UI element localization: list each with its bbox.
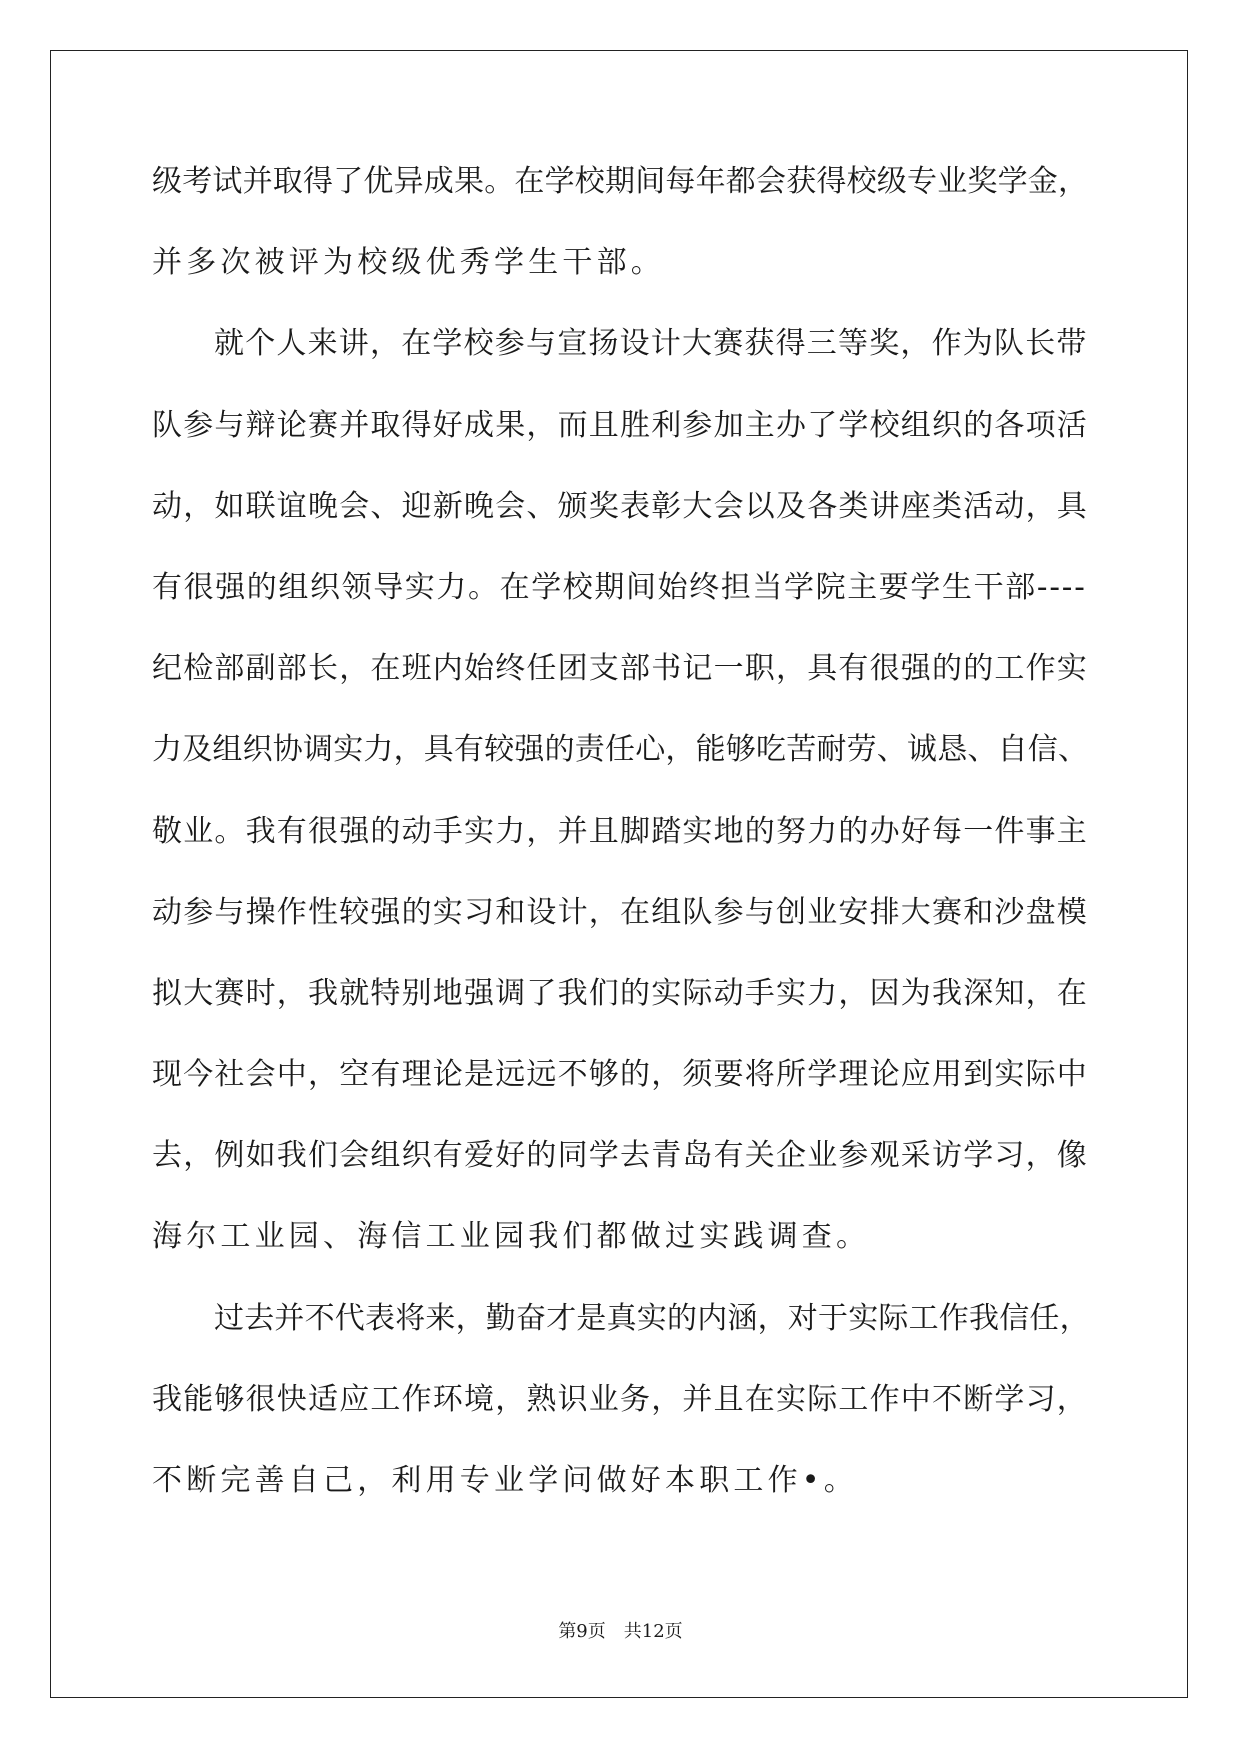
text-line: 敬业。我有很强的动手实力，并且脚踏实地的努力的办好每一件事主 <box>152 813 1088 849</box>
text-line: 纪检部副部长，在班内始终任团支部书记一职，具有很强的的工作实 <box>152 651 1088 687</box>
text-line: 现今社会中，空有理论是远远不够的，须要将所学理论应用到实际中 <box>152 1057 1088 1093</box>
text-line: 拟大赛时，我就特别地强调了我们的实际动手实力，因为我深知，在 <box>152 975 1088 1011</box>
text-line: 有很强的组织领导实力。在学校期间始终担当学院主要学生干部---- <box>152 569 1087 605</box>
text-line: 不断完善自己，利用专业学问做好本职工作•。 <box>152 1463 858 1498</box>
text-line: 过去并不代表将来，勤奋才是真实的内涵，对于实际工作我信任， <box>214 1300 1090 1336</box>
text-line: 去，例如我们会组织有爱好的同学去青岛有关企业参观采访学习，像 <box>152 1138 1088 1174</box>
text-line: 动，如联谊晚会、迎新晚会、颁奖表彰大会以及各类讲座类活动，具 <box>152 488 1088 524</box>
document-body <box>152 160 1092 1540</box>
text-line: 队参与辩论赛并取得好成果，而且胜利参加主办了学校组织的各项活 <box>152 407 1088 443</box>
text-line: 力及组织协调实力，具有较强的责任心，能够吃苦耐劳、诚恳、自信、 <box>152 732 1089 768</box>
text-line: 我能够很快适应工作环境，熟识业务，并且在实际工作中不断学习， <box>152 1381 1088 1417</box>
text-line: 动参与操作性较强的实习和设计，在组队参与创业安排大赛和沙盘模 <box>152 894 1088 930</box>
text-line: 海尔工业园、海信工业园我们都做过实践调查。 <box>152 1219 871 1255</box>
page-number-footer: 第9页 共12页 <box>558 1621 683 1642</box>
text-line: 就个人来讲，在学校参与宣扬设计大赛获得三等奖，作为队长带 <box>214 326 1088 362</box>
text-line: 并多次被评为校级优秀学生干部。 <box>152 245 665 281</box>
text-line: 级考试并取得了优异成果。在学校期间每年都会获得校级专业奖学金， <box>152 164 1089 199</box>
